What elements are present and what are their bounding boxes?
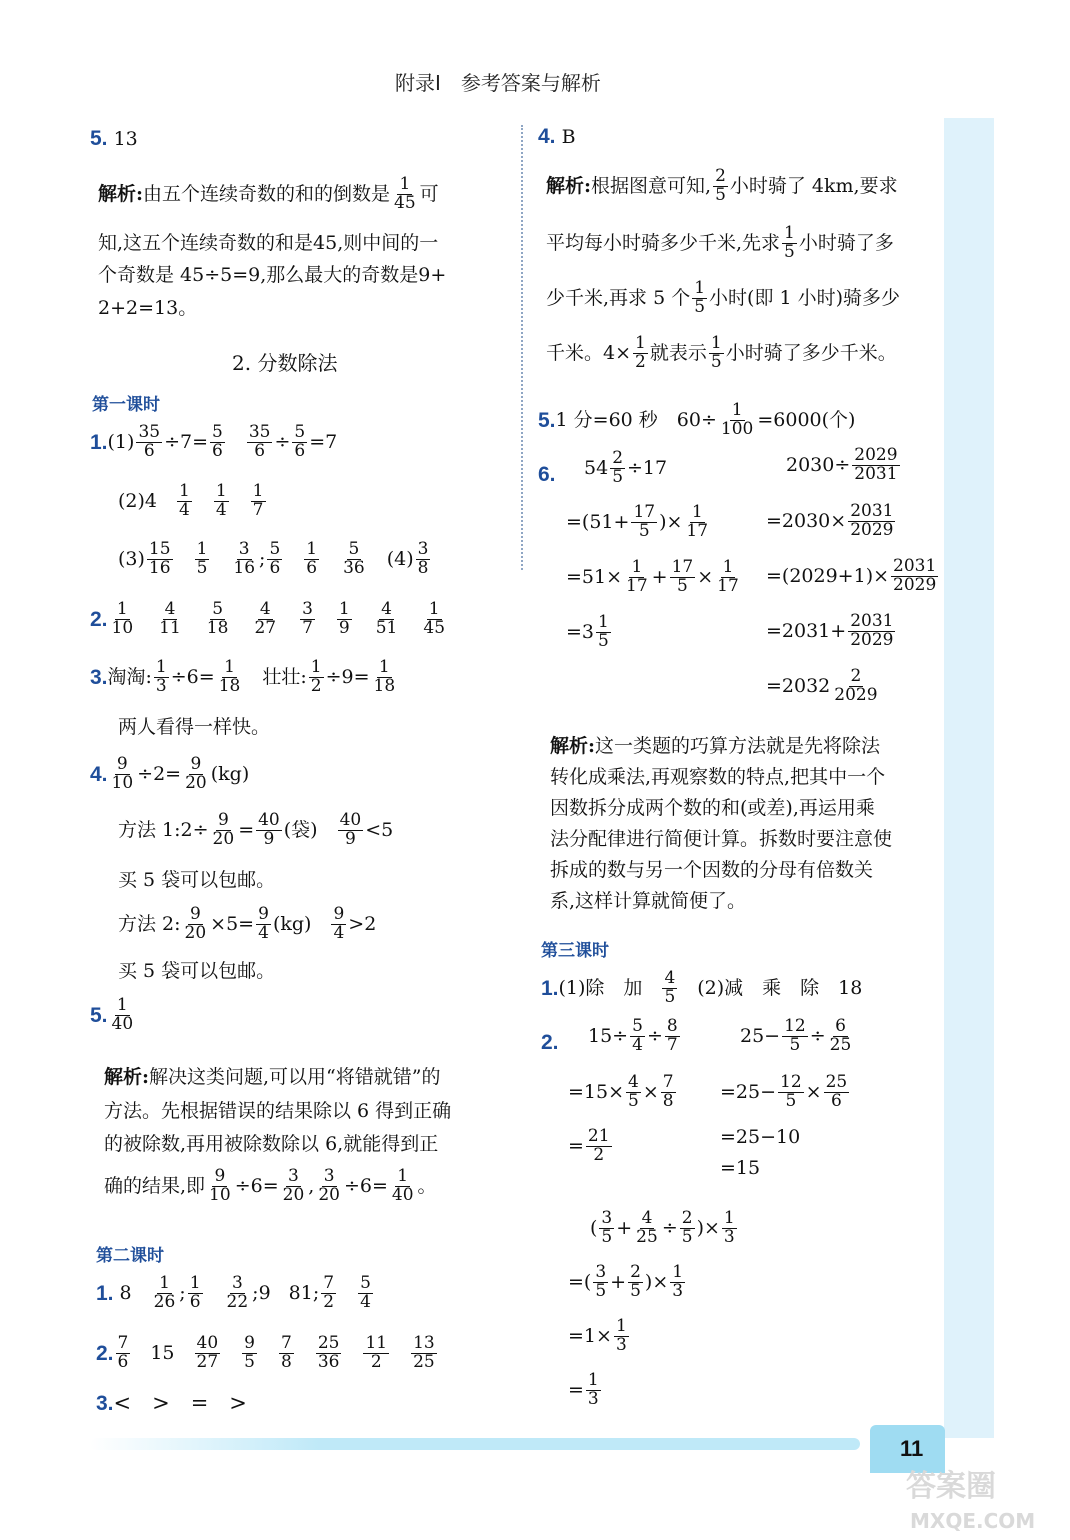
column-divider (521, 125, 523, 570)
r-q4 (538, 126, 576, 147)
compare: >2 (348, 912, 377, 935)
r-jx3: 少千米,再求 5 个 $\frac{1}{5}$ 小时(即 1 小时)骑多少 (546, 278, 901, 317)
l3-q2-c2: =( $\frac{3}{5}$ + $\frac{2}{5}$ )× $\frac{1}{3}$ (568, 1262, 684, 1301)
r-jx6-4: 法分配律进行简便计算。拆数时要注意使 (550, 828, 893, 850)
q-number: 4. (538, 125, 556, 148)
l1-q3-concl: 两人看得一样快。 (118, 716, 271, 738)
q-number: 5. (538, 408, 556, 432)
l3-q2-a1: 15÷ $\frac{5}{4}$ ÷ $\frac{8}{7}$ (588, 1016, 678, 1055)
r-jx6-2: 转化成乘法,再观察数的特点,把其中一个 (550, 766, 886, 788)
answer: < > = > (113, 1391, 247, 1415)
part-label: (3) (118, 547, 145, 570)
analysis-text: 小时(即 1 小时)骑多少 (709, 286, 901, 309)
analysis-text: 小时骑了多 (798, 231, 894, 254)
method-text: 方法 1:2÷ (118, 818, 209, 841)
r-q6-b3: =(2029+1)× $\frac{2031}{2029}$ (766, 556, 937, 595)
l-jx4: 2+2=13。 (98, 297, 198, 319)
analysis-text: 小时骑了多少千米。 (725, 341, 897, 364)
l-jx5-2: 方法。先根据错误的结果除以 6 得到正确 (104, 1100, 452, 1122)
analysis-text: 确的结果,即 (104, 1174, 206, 1197)
part-label: (2)4 (118, 489, 158, 512)
l1-q2: 2. $\frac{1}{10}$ $\frac{4}{11}$ $\frac{5}{18}$ $\frac{4}{27}$ $\frac{3}{7}$ $\frac{1}{9}$ $\frac{4}{51}$ $\frac{1}{45}$ (90, 599, 446, 638)
fraction: $\frac{1}{7}$ (252, 481, 264, 520)
r-q6-a3: =51× $\frac{1}{17}$ + $\frac{17}{5}$ × $\frac{1}{17}$ (566, 557, 739, 596)
analysis-text: 就表示 (649, 341, 707, 364)
answer-text: =6000(个) (757, 408, 856, 431)
footer-bar (90, 1438, 860, 1450)
part-label: (1) (107, 430, 135, 453)
r-q6-num: 6. (538, 463, 556, 486)
answer-text: 1 分=60 秒 60÷ (555, 408, 717, 431)
l-jx2: 知,这五个连续奇数的和是45,则中间的一 (98, 232, 439, 254)
l3-q2-b3: =25−10 (720, 1126, 801, 1148)
fraction: $\frac{1}{4}$ (215, 481, 227, 520)
r-q6-b1: 2030÷ $\frac{2029}{2031}$ (786, 445, 898, 484)
q-number: 1. (541, 976, 559, 1000)
l2-q2: 2. $\frac{7}{6}$ 15 $\frac{40}{27}$ $\frac{9}{5}$ $\frac{7}{8}$ $\frac{25}{36}$ $\frac{11}{2}$ $\frac{13}{25}$ (96, 1333, 435, 1372)
r-jx4: 千米。4× $\frac{1}{2}$ 就表示 $\frac{1}{5}$ 小时骑了多少千米。 (546, 333, 897, 372)
side-decoration-bar (944, 118, 994, 1438)
analysis-text: 这一类题的巧算方法就是先将除法 (595, 735, 881, 757)
q-number: 3. (96, 1392, 114, 1415)
unit: (kg) (272, 912, 312, 935)
l3-q2-b1: 25− $\frac{12}{5}$ ÷ $\frac{6}{25}$ (740, 1016, 852, 1055)
l3-q2-a3: = $\frac{21}{2}$ (568, 1126, 610, 1165)
watermark-icon (900, 1460, 1070, 1536)
l1-q4-buy1: 买 5 袋可以包邮。 (118, 869, 276, 891)
fraction-numerator: 1 (399, 174, 411, 194)
l-jx1 (98, 176, 439, 213)
l1-q4-buy2: 买 5 袋可以包邮。 (118, 960, 276, 982)
fraction-denominator: 45 (394, 192, 416, 213)
q-number: 2. (96, 1341, 114, 1365)
l3-q2-b2: =25− $\frac{12}{5}$ × $\frac{25}{6}$ (720, 1072, 848, 1111)
page-header: 附录Ⅰ 参考答案与解析 (395, 71, 601, 95)
analysis-label: 解析: (546, 174, 592, 197)
l3-q2-num: 2. (541, 1031, 559, 1054)
q-number: 1. (96, 1281, 114, 1305)
l-jx5-1 (104, 1068, 440, 1087)
r-q6-a2: =(51+ $\frac{17}{5}$ )× $\frac{1}{17}$ (566, 502, 709, 541)
svg-text:MXQE.COM: MXQE.COM (910, 1509, 1036, 1533)
l1-q5: 5. $\frac{1}{40}$ (90, 995, 134, 1034)
fraction (392, 176, 418, 213)
fraction: $\frac{5}{6}$ (294, 422, 306, 461)
fraction: $\frac{5}{6}$ (212, 422, 223, 461)
l3-q1: 1. (1)除 加 $\frac{4}{5}$ (2)减 乘 除 18 (541, 968, 863, 1007)
answer-text: (1)除 加 (558, 976, 643, 999)
analysis-label: 解析: (98, 182, 144, 205)
q-number: 1. (90, 430, 108, 454)
lesson-2-title: 第二课时 (96, 1246, 164, 1266)
analysis-text: 少千米,再求 5 个 (546, 286, 691, 309)
r-jx2: 平均每小时骑多少千米,先求 $\frac{1}{5}$ 小时骑了多 (546, 223, 894, 262)
l1-q3: 3. 淘淘: $\frac{1}{3}$ ÷6= $\frac{1}{18}$ 壮壮: $\frac{1}{2}$ ÷9= $\frac{1}{18}$ (90, 657, 396, 696)
l3-q2-a2: =15× $\frac{4}{5}$ × $\frac{7}{8}$ (568, 1072, 674, 1111)
answer: B (561, 126, 576, 148)
l3-q2-b4: =15 (720, 1157, 761, 1179)
analysis-text: 千米。4× (546, 341, 632, 364)
r-jx6-6: 系,这样计算就简便了。 (550, 890, 747, 912)
analysis-text: 小时骑了 4km,要求 (729, 174, 898, 197)
q-number: 3. (90, 665, 108, 689)
method-text: 方法 2: (118, 912, 181, 935)
fraction: $\frac{35}{6}$ (248, 422, 271, 461)
r-q6-a4: =3 $\frac{1}{5}$ (566, 612, 609, 651)
l1-q1-row3: (3) $\frac{15}{16}$ $\frac{1}{5}$ $\frac{3}{16}$ ; $\frac{5}{6}$ $\frac{1}{6}$ $\frac{5}{36}$ (4) $\frac{3}{8}$ (118, 539, 429, 578)
compare: <5 (365, 818, 394, 841)
lesson-3-title: 第三课时 (541, 941, 609, 961)
l-jx3: 个奇数是 45÷5=9,那么最大的奇数是9+ (98, 264, 447, 286)
r-q6-b4: =2031+ $\frac{2031}{2029}$ (766, 611, 894, 650)
unit: (袋) (283, 818, 318, 841)
analysis-label: 解析: (104, 1066, 150, 1088)
r-jx6-1 (550, 737, 880, 756)
l3-q2-c1: ( $\frac{3}{5}$ + $\frac{4}{25}$ ÷ $\frac{2}{5}$ )× $\frac{1}{3}$ (590, 1208, 735, 1247)
l-jx5-3: 的被除数,再用被除数除以 6,就能得到正 (104, 1133, 439, 1155)
l1-q4-m2: 方法 2: $\frac{9}{20}$ ×5= $\frac{9}{4}$ (kg) $\frac{9}{4}$ >2 (118, 904, 377, 943)
l1-q4-m1: 方法 1:2÷ $\frac{9}{20}$ = $\frac{40}{9}$ (袋) $\frac{40}{9}$ <5 (118, 810, 394, 849)
r-q6-b2: =2030× $\frac{2031}{2029}$ (766, 501, 894, 540)
r-q6-a1: 54 $\frac{2}{5}$ ÷17 (584, 448, 668, 487)
page-number: 11 (900, 1436, 924, 1461)
l2-q1: 1. 8 $\frac{1}{26}$ ; $\frac{1}{6}$ $\frac{3}{22}$ ;9 81; $\frac{7}{2}$ $\frac{5}{4}$ (96, 1273, 371, 1312)
l-q5 (90, 128, 138, 149)
l1-q1-row2 (118, 483, 268, 520)
answer: 13 (113, 128, 138, 150)
r-q6-b5: =2032 $\frac{2}{2029}$ (766, 666, 878, 705)
analysis-text: 根据图意可知, (591, 174, 712, 197)
q-number: 5. (90, 1003, 108, 1027)
answer-text: (2)减 乘 除 18 (697, 976, 863, 999)
unit: (kg) (210, 762, 250, 785)
r-q5: 5. 1 分=60 秒 60÷ $\frac{1}{100}$ =6000(个) (538, 400, 856, 439)
l-jx5-4: 确的结果,即 $\frac{9}{10}$ ÷6= $\frac{3}{20}$ , $\frac{3}{20}$ ÷6= $\frac{1}{40}$ 。 (104, 1166, 437, 1205)
r-jx6-5: 拆成的数与另一个因数的分母有倍数关 (550, 859, 874, 881)
r-jx6-3: 因数拆分成两个数的和(或差),再运用乘 (550, 797, 875, 819)
lesson-1-title: 第一课时 (92, 395, 160, 415)
analysis-text: 平均每小时骑多少千米,先求 (546, 231, 781, 254)
fraction: $\frac{1}{4}$ (179, 481, 190, 520)
analysis-label: 解析: (550, 735, 596, 757)
section-title: 2. 分数除法 (232, 351, 338, 375)
l2-q3 (96, 1393, 247, 1414)
part-label: (4) (386, 547, 414, 570)
analysis-text: 可 (419, 182, 439, 205)
fraction: $\frac{35}{6}$ (138, 422, 161, 461)
q-number: 2. (90, 607, 108, 631)
svg-text:答案圈: 答案圈 (906, 1469, 996, 1504)
q-number: 5. (90, 127, 108, 150)
r-jx1: 解析: 根据图意可知, $\frac{2}{5}$ 小时骑了 4km,要求 (546, 166, 898, 205)
analysis-text: 解决这类问题,可以用“将错就错”的 (149, 1066, 441, 1088)
name-label: 淘淘: (107, 665, 152, 688)
l1-q4: 4. $\frac{9}{10}$ ÷2= $\frac{9}{20}$ (kg) (90, 754, 250, 793)
q-number: 4. (90, 762, 108, 786)
analysis-text: 由五个连续奇数的和的倒数是 (143, 182, 391, 205)
l3-q2-c4: = $\frac{1}{3}$ (568, 1370, 599, 1409)
watermark-logo (900, 1460, 1070, 1536)
l3-q2-c3: =1× $\frac{1}{3}$ (568, 1316, 627, 1355)
name-label: 壮壮: (262, 665, 307, 688)
l1-q1-row1: 1. (1) $\frac{35}{6}$ ÷7= $\frac{5}{6}$ $\frac{35}{6}$ ÷ $\frac{5}{6}$ =7 (90, 422, 338, 461)
